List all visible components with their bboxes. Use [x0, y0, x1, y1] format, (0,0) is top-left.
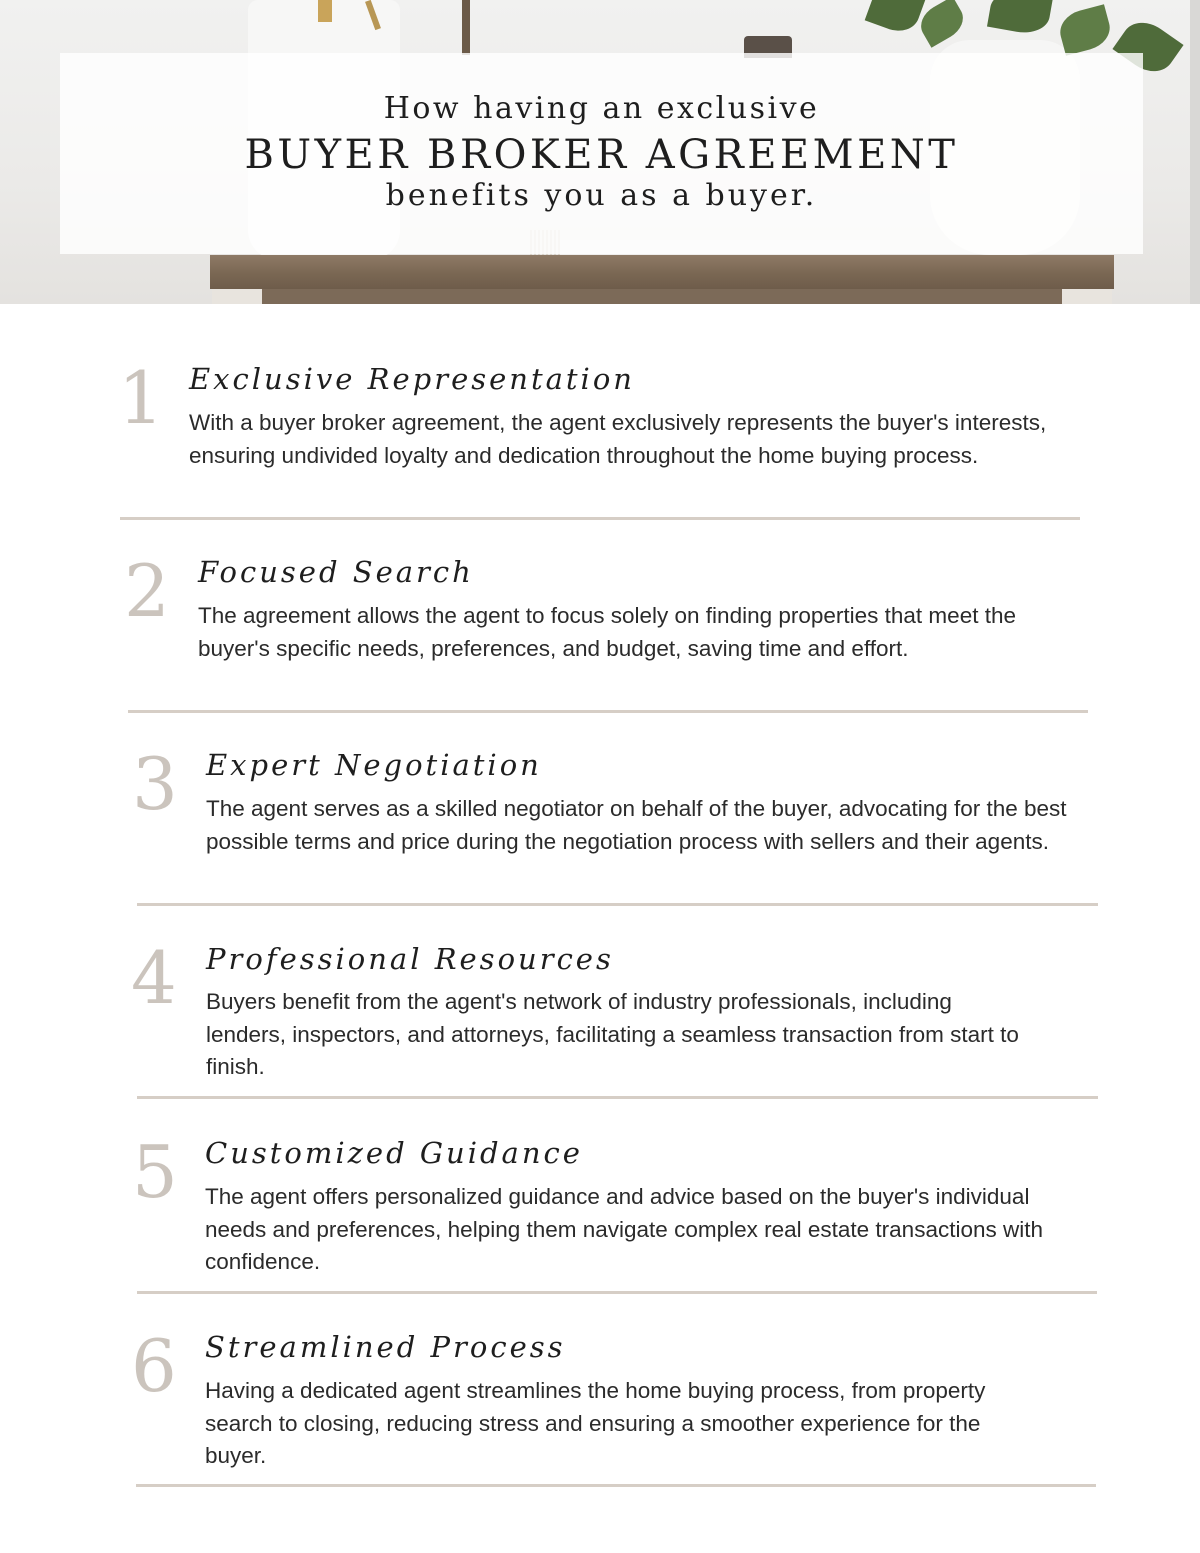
benefit-title: Professional Resources	[206, 942, 614, 976]
divider	[137, 1291, 1097, 1294]
benefit-description: Buyers benefit from the agent's network of industry professionals, including lenders, inspectors, and attorneys, facilitating a seamless transaction from start to finish.	[206, 989, 1019, 1079]
title-subline: benefits you as a buyer.	[385, 178, 818, 213]
divider	[137, 1096, 1098, 1099]
benefit-number: 5	[132, 1130, 178, 1214]
console-table	[210, 255, 1114, 289]
benefit-title: Focused Search	[198, 555, 474, 589]
divider	[120, 517, 1080, 520]
table-apron	[262, 289, 1062, 304]
title-card	[60, 53, 1143, 254]
divider	[137, 903, 1098, 906]
benefit-number: 2	[124, 549, 170, 633]
lamp-neck	[318, 0, 332, 22]
benefit-title: Exclusive Representation	[189, 362, 635, 396]
benefit-number: 3	[132, 742, 178, 826]
benefit-title: Expert Negotiation	[206, 748, 542, 782]
benefit-title: Customized Guidance	[205, 1136, 583, 1170]
page-title: BUYER BROKER AGREEMENT	[244, 132, 959, 178]
benefit-description: With a buyer broker agreement, the agent exclusively represents the buyer's interests, ensuring undivided loyalty and dedication throughout the home buying process.	[189, 410, 1047, 468]
benefit-number: 6	[131, 1324, 177, 1408]
benefit-description: The agent offers personalized guidance and advice based on the buyer's individual needs and preferences, helping them navigate complex real estate transactions with confidence.	[205, 1184, 1043, 1274]
plant-leaf	[1056, 4, 1115, 56]
table-leg	[212, 289, 262, 304]
divider	[128, 710, 1088, 713]
benefit-title: Streamlined Process	[205, 1330, 566, 1364]
benefit-number: 1	[118, 356, 164, 440]
title-intro: How having an exclusive	[383, 91, 820, 126]
plant-leaf	[865, 0, 926, 37]
benefit-number: 4	[131, 936, 177, 1020]
benefit-description: Having a dedicated agent streamlines the home buying process, from property search to closing, reducing stress and ensuring a smoother experience for the buyer.	[205, 1378, 986, 1468]
plant-leaf	[987, 0, 1053, 37]
benefit-description: The agreement allows the agent to focus solely on finding properties that meet the buyer's specific needs, preferences, and budget, saving time and effort.	[198, 603, 1016, 661]
benefit-description: The agent serves as a skilled negotiator on behalf of the buyer, advocating for the best possible terms and price during the negotiation process with sellers and their agents.	[206, 796, 1067, 854]
wall-edge	[1190, 0, 1200, 304]
divider	[136, 1484, 1096, 1487]
table-leg	[1062, 289, 1112, 304]
picture-frame	[462, 0, 470, 55]
